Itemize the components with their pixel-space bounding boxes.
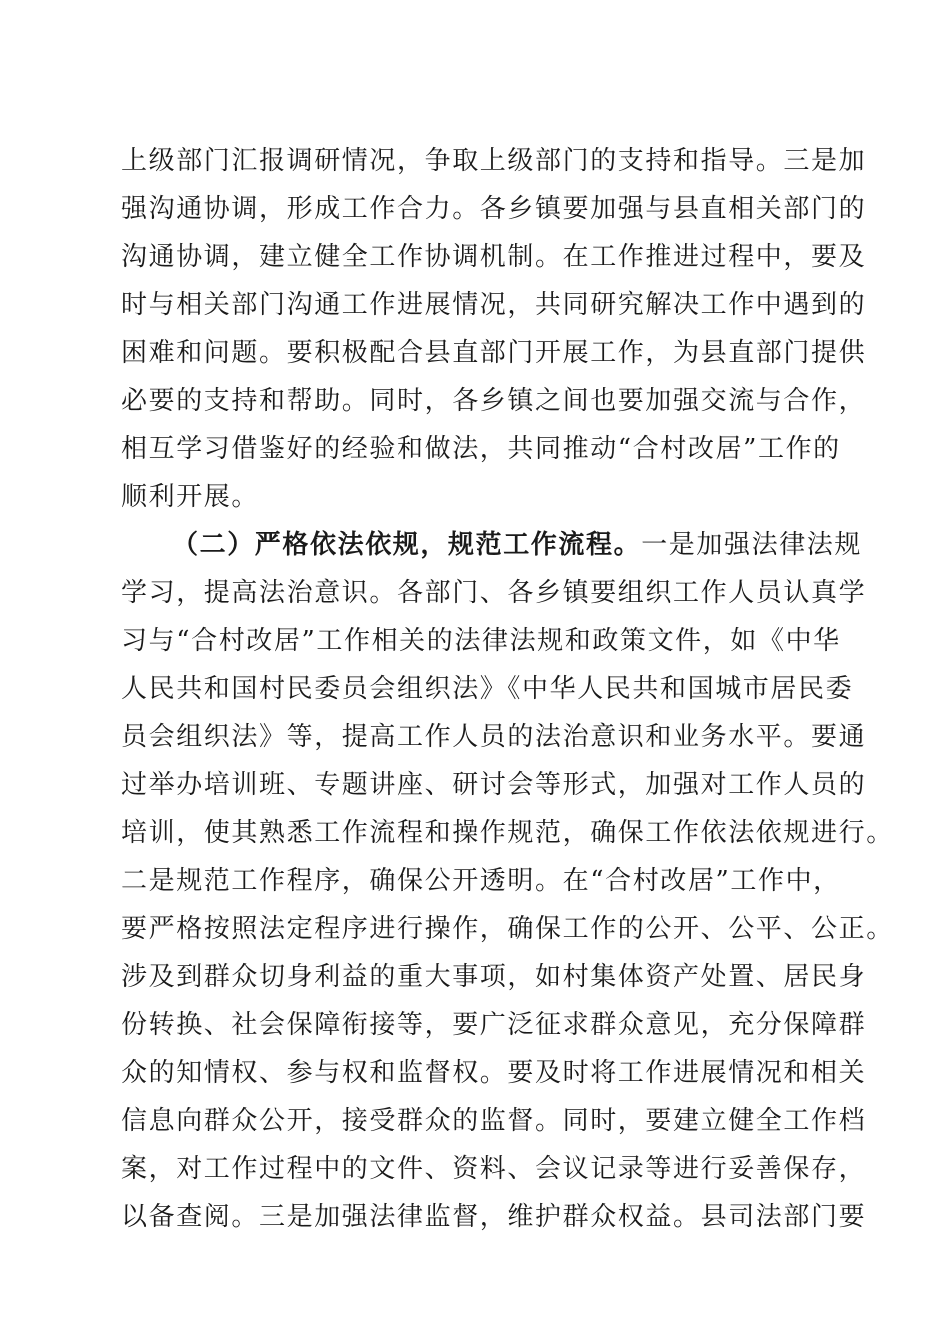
text-line: 众的知情权、参与权和监督权。要及时将工作进展情况和相关 xyxy=(121,1058,867,1088)
text-line: 涉及到群众切身利益的重大事项，如村集体资产处置、居民身 xyxy=(121,962,867,992)
text-line: 上级部门汇报调研情况，争取上级部门的支持和指导。三是加 xyxy=(121,146,867,176)
section-heading: （二）严格依法依规，规范工作流程。 xyxy=(172,530,642,560)
text-line: 份转换、社会保障衔接等，要广泛征求群众意见，充分保障群 xyxy=(121,1010,867,1040)
text-line: 二是规范工作程序，确保公开透明。在“合村改居”工作中， xyxy=(121,866,841,896)
section-heading-line xyxy=(172,529,892,561)
text-line: 习与“合村改居”工作相关的法律法规和政策文件，如《中华 xyxy=(121,626,841,656)
text-line: 培训，使其熟悉工作流程和操作规范，确保工作依法依规进行。 xyxy=(121,818,894,848)
text-line: 人民共和国村民委员会组织法》《中华人民共和国城市居民委 xyxy=(121,674,854,704)
text-line: 顺利开展。 xyxy=(121,482,260,512)
text-line: 必要的支持和帮助。同时，各乡镇之间也要加强交流与合作， xyxy=(121,386,867,416)
text-line: 员会组织法》等，提高工作人员的法治意识和业务水平。要通 xyxy=(121,722,867,752)
text-line: 以备查阅。三是加强法律监督，维护群众权益。县司法部门要 xyxy=(121,1202,867,1232)
text-span: 一是加强法律法规 xyxy=(641,530,863,560)
text-line: 沟通协调，建立健全工作协调机制。在工作推进过程中，要及 xyxy=(121,242,867,272)
text-line: 时与相关部门沟通工作进展情况，共同研究解决工作中遇到的 xyxy=(121,290,867,320)
text-line: 学习，提高法治意识。各部门、各乡镇要组织工作人员认真学 xyxy=(121,578,867,608)
text-line: 相互学习借鉴好的经验和做法，共同推动“合村改居”工作的 xyxy=(121,434,841,464)
text-line: 信息向群众公开，接受群众的监督。同时，要建立健全工作档 xyxy=(121,1106,867,1136)
text-line: 过举办培训班、专题讲座、研讨会等形式，加强对工作人员的 xyxy=(121,770,867,800)
text-line: 要严格按照法定程序进行操作，确保工作的公开、公平、公正。 xyxy=(121,914,894,944)
text-line: 强沟通协调，形成工作合力。各乡镇要加强与县直相关部门的 xyxy=(121,194,867,224)
text-line: 案，对工作过程中的文件、资料、会议记录等进行妥善保存， xyxy=(121,1154,867,1184)
text-line: 困难和问题。要积极配合县直部门开展工作，为县直部门提供 xyxy=(121,338,867,368)
